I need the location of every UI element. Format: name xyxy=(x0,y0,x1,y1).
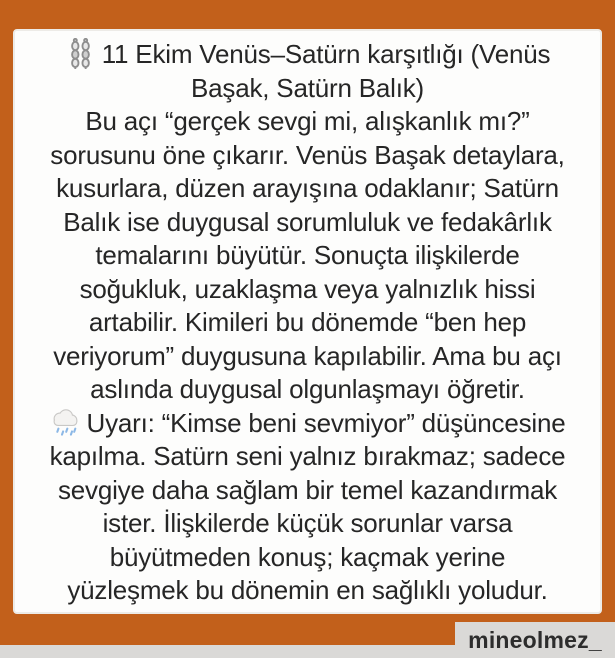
text-line-content: temalarını büyütür. Sonuçta ilişkilerde xyxy=(95,240,520,270)
text-line-content: veriyorum” duygusuna kapılabilir. Ama bu açı xyxy=(53,340,562,371)
text-line xyxy=(19,273,596,307)
text-line xyxy=(19,172,596,206)
text-line xyxy=(19,38,596,72)
text-line-content: Başak, Satürn Balık) xyxy=(191,72,424,103)
post-text xyxy=(19,38,596,608)
text-line xyxy=(19,340,596,374)
text-line-content: soğukluk, uzaklaşma veya yalnızlık hissi xyxy=(79,273,536,304)
text-line-content: aslında duygusal olgunlaşmayı öğretir. xyxy=(90,374,525,404)
watermark-text: mineolmez_ xyxy=(468,626,602,653)
text-line xyxy=(19,507,596,541)
text-line xyxy=(19,239,596,273)
text-line-content: Bu açı “gerçek sevgi mi, alışkanlık mı?” xyxy=(85,106,530,136)
text-line-content: 11 Ekim Venüs–Satürn karşıtlığı (Venüs xyxy=(101,39,551,69)
text-line xyxy=(19,139,596,173)
text-line-content: Balık ise duygusal sorumluluk ve fedakârlık xyxy=(63,206,552,237)
watermark-badge xyxy=(455,622,615,658)
text-line xyxy=(19,541,596,575)
text-line xyxy=(19,306,596,340)
text-line-content: kapılma. Satürn seni yalnız bırakmaz; sadece xyxy=(49,441,566,471)
text-line-content: sorusunu öne çıkarır. Venüs Başak detaylara, xyxy=(50,139,565,170)
text-line xyxy=(19,440,596,474)
text-line xyxy=(19,407,596,441)
text-line-content: Uyarı: “Kimse beni sevmiyor” düşüncesine xyxy=(86,407,566,438)
text-line xyxy=(19,72,596,106)
text-line xyxy=(19,373,596,407)
text-line xyxy=(19,474,596,508)
rain-cloud-icon xyxy=(50,407,80,439)
text-line-content: yüzleşmek bu dönemin en sağlıklı yoludur. xyxy=(67,575,548,605)
text-line-content: ister. İlişkilerde küçük sorunlar varsa xyxy=(102,508,513,538)
text-line-content: artabilir. Kimileri bu dönemde “ben hep xyxy=(88,307,527,337)
text-line xyxy=(19,206,596,240)
text-line xyxy=(19,574,596,608)
text-line-content: kusurlara, düzen arayışına odaklanır; Satürn xyxy=(56,173,559,203)
text-line-content: sevgiye daha sağlam bir temel kazandırmak xyxy=(57,474,558,505)
text-line-content: büyütmeden konuş; kaçmak yerine xyxy=(109,541,506,572)
astrology-text-card xyxy=(13,29,602,614)
chains-icon xyxy=(65,38,95,70)
text-line xyxy=(19,105,596,139)
